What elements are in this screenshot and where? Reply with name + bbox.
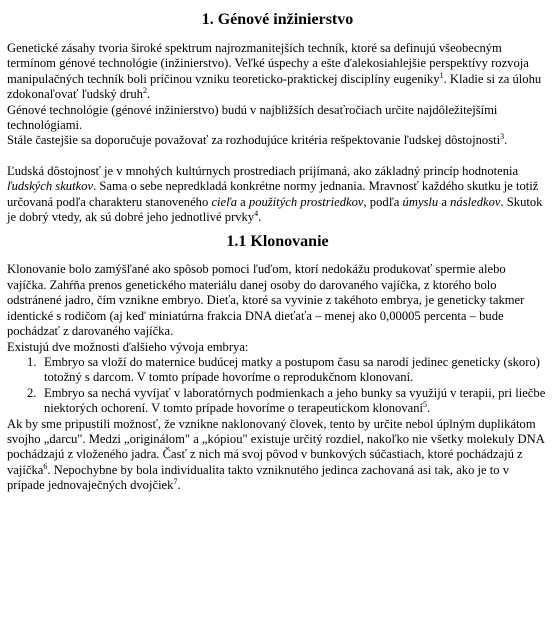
paragraph-text: Genetické zásahy tvoria široké spektrum najrozmanitejších techník, ktoré sa definujú všeobecným termínom génové technológie (inžinierstvo). Veľké úspechy a ešte ďalekosiahlejšie perspektívy rozvoja manipulačných techník boli príčinou vzniku teoreticko-praktickej disciplíny eugeniky	[7, 41, 529, 86]
italic-term: cieľa	[211, 194, 237, 209]
list-number: 2.	[27, 385, 37, 400]
italic-term: ľudských skutkov	[7, 179, 94, 194]
paragraph-text: a	[438, 194, 451, 209]
list-item	[7, 386, 548, 417]
section-1-title: 1. Génové inžinierstvo	[201, 11, 354, 28]
section-1-paragraph-3	[7, 133, 548, 148]
paragraph-text: a	[237, 194, 249, 209]
list-item-text: Embryo sa vloží do maternice budúcej matky a postupom času sa narodí jedinec geneticky (skoro) totožný s darcom. V tomto prípade hovoríme o reprodukčnom klonovaní.	[44, 354, 540, 385]
paragraph-text: .	[146, 87, 151, 102]
paragraph-text: Ak by sme pripustili možnosť, že vznikne naklonovaný človek, tento by určite nebol úplným duplikátom svojho „darcu". Medzi „originálom" a „kópiou" existuje určitý rozdiel, nakoľko nie všetky molekuly DNA pochádzajú z vloženého jadra. Časť z nich má svoj pôvod v bunkových súčastiach, ktoré pochádzajú z vajíčka	[7, 416, 545, 477]
italic-term: úmyslu	[402, 194, 439, 209]
paragraph-text: .	[177, 478, 181, 493]
section-1-paragraph-4	[7, 164, 548, 226]
paragraph-text: .	[504, 133, 508, 148]
footnote-ref-5[interactable]: 5	[423, 399, 428, 409]
paragraph-text: . Nepochybne by bola individualita takto vzniknutého jedinca zachovaná asi tak, ako je to v prípade jednovaječných dvojčiek	[7, 462, 510, 493]
list-item-text: .	[427, 401, 431, 416]
section-1-paragraph-2: Génové technológie (génové inžinierstvo) budú v najbližších desaťročiach určite najdôležitejšími technológiami.	[7, 102, 498, 133]
paragraph-spacer	[7, 149, 548, 164]
footnote-ref-6[interactable]: 6	[43, 461, 48, 471]
paragraph-text: . Skutok je dobrý vtedy, ak sú dobré jeho jednotlivé prvky	[7, 194, 543, 225]
footnote-ref-3[interactable]: 3	[500, 132, 505, 142]
paragraph-text: , podľa	[363, 194, 403, 209]
footnote-ref-2[interactable]: 2	[142, 86, 147, 96]
embryo-options-list	[7, 355, 548, 417]
paragraph-text: Ľudská dôstojnosť je v mnohých kultúrnych prostrediach prijímaná, ako základný princíp hodnotenia	[7, 163, 519, 178]
italic-term: použitých prostriedkov	[248, 194, 364, 209]
paragraph-text: . Sama o sebe nepredkladá konkrétne normy jednania. Mravnosť každého skutku je totiž určovaná podľa charakteru stanoveného	[7, 179, 539, 209]
list-item	[7, 355, 548, 386]
paragraph-text: .	[258, 210, 262, 225]
section-2-paragraph-2: Existujú dve možnosti ďalšieho vývoja embrya:	[7, 339, 249, 354]
section-2-title: 1.1 Klonovanie	[226, 233, 329, 251]
paragraph-text: Stále častejšie sa doporučuje považovať za rozhodujúce kritéria rešpektovanie ľudskej dôstojnosti	[7, 133, 501, 148]
list-number: 1.	[27, 354, 37, 369]
section-2-paragraph-1: Klonovanie bolo zamýšľané ako spôsob pomoci ľuďom, ktorí nedokážu produkovať spermie alebo vajíčka. Zahŕňa prenos genetického materiálu danej osoby do darovaného vajíčka, z ktorého bolo odstránené jadro, čím vznikne embryo. Dieťa, ktoré sa vyvinie z takéhoto embrya, je geneticky takmer identické s rodičom (aj keď miniatúrna frakcia DNA dieťaťa – menej ako 0,00005 percenta – bude pochádzať z darovaného vajíčka.	[7, 262, 525, 339]
list-item-text: Embryo sa nechá vyvíjať v laboratórnych podmienkach a jeho bunky sa využijú v terapii, pri liečbe niektorých ochorení. V tomto prípade hovoríme o terapeutickom klonovaní	[44, 385, 546, 416]
footnote-ref-4[interactable]: 4	[254, 208, 259, 218]
italic-term: následkov	[450, 194, 501, 209]
footnote-ref-7[interactable]: 7	[173, 476, 178, 486]
paragraph-text: . Kladie si za úlohu zdokonaľovať ľudský druh	[7, 71, 542, 102]
section-2-paragraph-3	[7, 417, 548, 494]
footnote-ref-1[interactable]: 1	[439, 70, 444, 80]
section-1-paragraph-1	[7, 41, 548, 103]
